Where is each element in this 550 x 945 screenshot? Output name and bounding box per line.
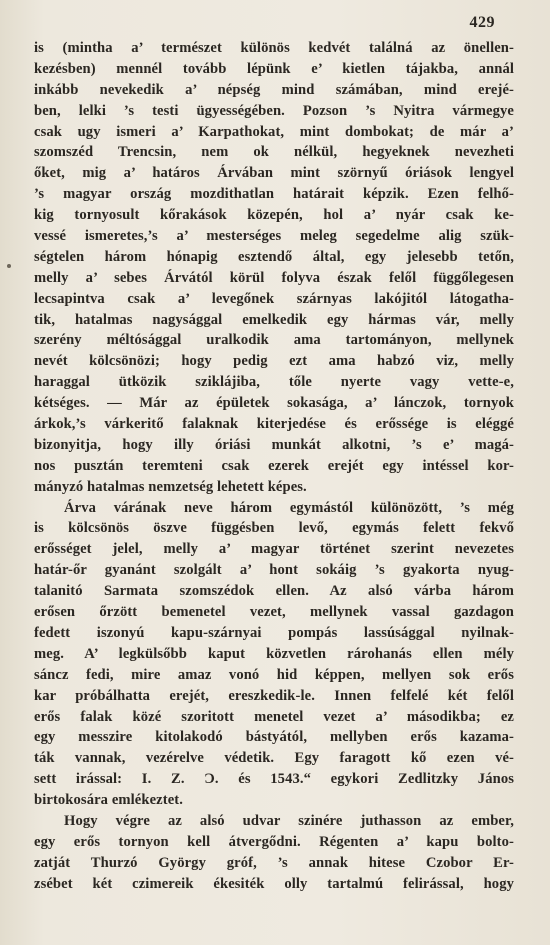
text-line: ták vannak, vezérelve védetik. Egy faragott kő ezen vé- <box>34 750 514 767</box>
text-line: ’s magyar ország mozdithatlan határait képzik. Ezen felhő- <box>34 186 514 203</box>
text-line: csak ugy ismeri a’ Karpathokat, mint dombokat; de már a’ <box>34 123 514 140</box>
text-line: erős falak közé szoritott menetel vezet a’ másodikba; ez <box>34 708 514 725</box>
text-line: kig tornyosult kőrakások közepén, hol a’ nyár csak ke- <box>34 207 514 224</box>
text-line: szerény méltósággal uralkodik ama tartományon, mellynek <box>34 332 514 349</box>
text-line: melly a’ sebes Árvától körül folyva észak felől függőlegesen <box>34 269 514 286</box>
text-line: bizonyitja, hogy illy óriási munkát alkotni, ’s e’ magá- <box>34 436 514 453</box>
text-line: egy messzire kitolakodó bástyától, mellyben erős kazama- <box>34 729 514 746</box>
body-text <box>34 38 514 895</box>
text-line: erősséget jelel, melly a’ magyar történet szerint nevezetes <box>34 541 514 558</box>
text-line: nevét kölcsönözi; hogy pedig ezt ama habzó viz, melly <box>34 353 514 370</box>
text-line: inkább nevekedik a’ népség mind számában, mind erejé- <box>34 81 514 98</box>
text-line: szomszéd Trencsin, nem ok nélkül, hegyeknek nevezheti <box>34 144 514 161</box>
text-line: birtokosára emlékeztet. <box>34 792 183 809</box>
text-line: zsébet két czimereik ékesiték olly tartalmú felirással, hogy <box>34 875 514 892</box>
text-line: őket, mig a’ határos Árvában mint szörnyű óriások lengyel <box>34 165 514 182</box>
text-line: ben, lelki ’s testi ügyességében. Pozson ’s Nyitra vármegye <box>34 102 514 119</box>
text-line: zatját Thurzó György gróf, ’s annak hitese Czobor Er- <box>34 854 514 871</box>
text-line: Hogy végre az alsó udvar szinére juthasson az ember, <box>64 812 514 829</box>
text-line: árkok,’s várkeritő falaknak kiterjedése és erőssége is eléggé <box>34 416 514 433</box>
text-line: Árva várának neve három egymástól különözött, ’s még <box>64 499 514 516</box>
margin-mark <box>7 264 11 268</box>
text-line: talanitó Sarmata szomszédok ellen. Az alsó várba három <box>34 583 514 600</box>
text-line: vessé ismeretes,’s a’ mesterséges meleg segedelme alig szük- <box>34 228 514 245</box>
text-line: határ-őr gyanánt szolgált a’ hont sokáig ’s gyakorta nyug- <box>34 562 514 579</box>
text-line: nos pusztán teremteni csak ezerek erejét egy intéssel kor- <box>34 457 514 474</box>
page-number: 429 <box>469 14 495 31</box>
text-line: fedett iszonyú kapu-szárnyai pompás lassúsággal nyilnak- <box>34 624 514 641</box>
text-line: sett irással: I. Z. Ɔ. és 1543.“ egykori Zedlitzky János <box>34 771 514 788</box>
text-line: erősen őrzött bemenetel vezet, mellynek vassal gazdagon <box>34 604 514 621</box>
text-line: lecsapintva csak a’ levegőnek szárnyas lakójitól látogatha- <box>34 290 514 307</box>
text-line: mányzó hatalmas nemzetség lehetett képes. <box>34 478 307 495</box>
text-line: ségtelen három hónapig esztendő által, egy jelesebb tetőn, <box>34 248 514 265</box>
text-line: sáncz fedi, mire amaz vonó hid képpen, mellyen sok erős <box>34 666 514 683</box>
text-line: is kölcsönös öszve függésben levő, egymás felett fekvő <box>34 520 514 537</box>
text-line: egy erős tornyon kell átvergődni. Régenten a’ kapu bolto- <box>34 833 514 850</box>
text-line: kar próbálhatta erejét, ereszkedik-le. Innen felfelé két felől <box>34 687 514 704</box>
text-line: meg. A’ legkülsőbb kaput közvetlen rárohanás ellen mély <box>34 645 514 662</box>
text-line: tik, hatalmas nagysággal emelkedik egy hármas vár, melly <box>34 311 514 328</box>
text-line: kezésben) mennél tovább lépünk e’ kietlen tájakba, annál <box>34 60 514 77</box>
text-line: haraggal ütközik sziklájiba, tőle nyerte vagy vette-e, <box>34 374 514 391</box>
text-line: kétséges. — Már az épületek sokasága, a’ lánczok, tornyok <box>34 395 514 412</box>
text-line: is (mintha a’ természet különös kedvét találná az önellen- <box>34 40 514 56</box>
